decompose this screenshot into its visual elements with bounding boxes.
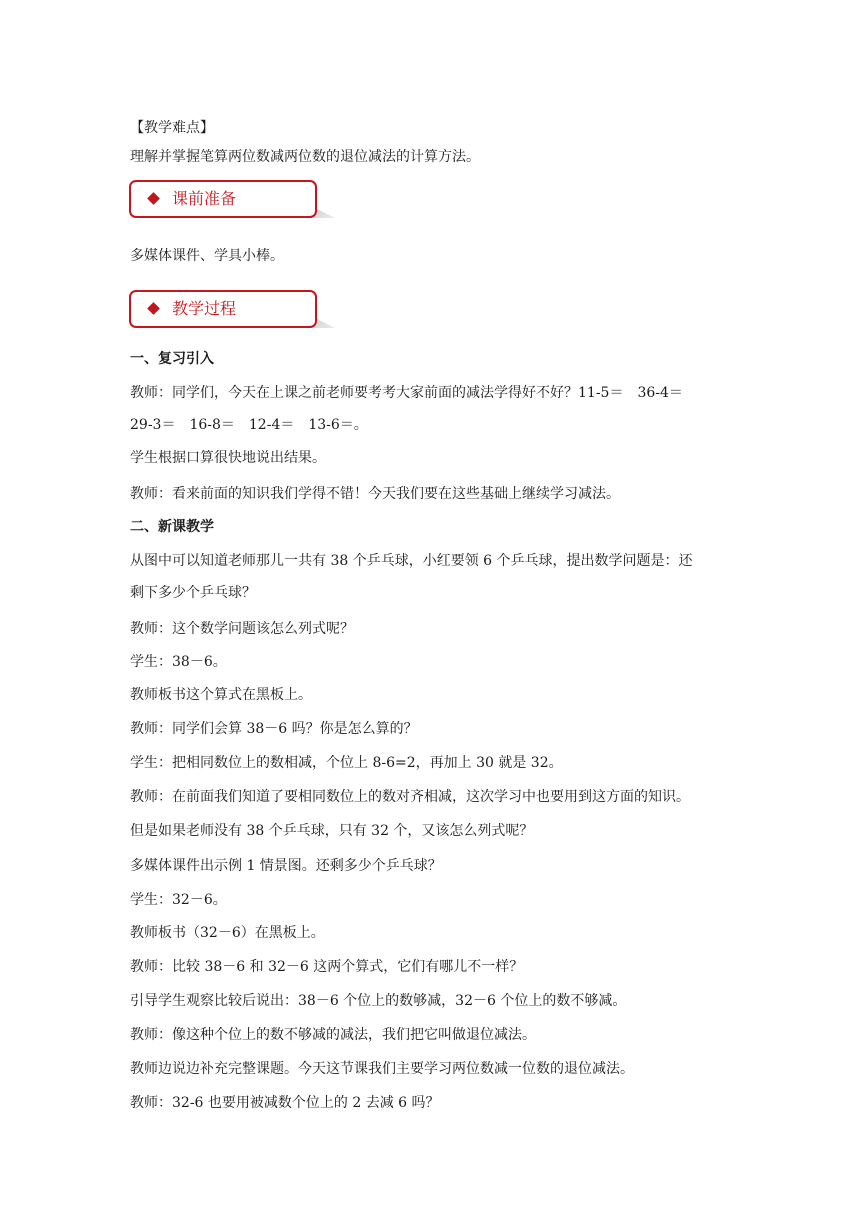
diamond-bullet-icon <box>147 302 160 315</box>
text-line: 教师：比较 38－6 和 32－6 这两个算式，它们有哪儿不一样？ <box>130 959 524 975</box>
text-line: 但是如果老师没有 38 个乒乓球，只有 32 个，又该怎么列式呢？ <box>130 823 534 839</box>
text-line: 学生：38－6。 <box>130 654 227 670</box>
text-line: 教师：像这种个位上的数不够减的减法，我们把它叫做退位减法。 <box>130 1027 536 1043</box>
section-process-banner <box>129 290 317 328</box>
text-line: 教师：同学们，今天在上课之前老师要考考大家前面的减法学得好不好？11-5＝ 36-4＝ <box>130 385 683 401</box>
section-process-title: 教学过程 <box>172 299 237 318</box>
section-prep-banner <box>129 180 317 218</box>
text-line: 教师：32-6 也要用被减数个位上的 2 去减 6 吗？ <box>130 1095 440 1111</box>
difficulty-text: 理解并掌握笔算两位数减两位数的退位减法的计算方法。 <box>130 149 480 165</box>
text-line: 教师边说边补充完整课题。今天这节课我们主要学习两位数减一位数的退位减法。 <box>130 1061 634 1077</box>
part1-heading: 一、复习引入 <box>130 351 214 367</box>
text-line: 剩下多少个乒乓球？ <box>130 585 256 601</box>
text-line: 教师：同学们会算 38－6 吗？你是怎么算的？ <box>130 721 418 737</box>
difficulty-heading: 【教学难点】 <box>130 120 214 136</box>
text-line: 教师：看来前面的知识我们学得不错！今天我们要在这些基础上继续学习减法。 <box>130 486 620 502</box>
text-line: 学生：32－6。 <box>130 892 227 908</box>
text-line: 教师板书这个算式在黑板上。 <box>130 687 312 703</box>
text-line: 学生：把相同数位上的数相减，个位上 8-6=2，再加上 30 就是 32。 <box>130 755 563 771</box>
text-line: 引导学生观察比较后说出：38－6 个位上的数够减，32－6 个位上的数不够减。 <box>130 993 627 1009</box>
text-line: 多媒体课件出示例 1 情景图。还剩多少个乒乓球？ <box>130 858 442 874</box>
diamond-bullet-icon <box>147 192 160 205</box>
text-line: 学生根据口算很快地说出结果。 <box>130 450 326 466</box>
text-line: 教师：这个数学问题该怎么列式呢？ <box>130 621 354 637</box>
text-line: 29-3＝ 16-8＝ 12-4＝ 13-6＝。 <box>130 417 368 433</box>
text-line: 教师：在前面我们知道了要相同数位上的数对齐相减，这次学习中也要用到这方面的知识。 <box>130 789 690 805</box>
text-line: 教师板书（32－6）在黑板上。 <box>130 925 325 941</box>
section-prep-title: 课前准备 <box>172 189 237 208</box>
prep-text: 多媒体课件、学具小棒。 <box>130 248 284 264</box>
part2-heading: 二、新课教学 <box>130 519 214 535</box>
text-line: 从图中可以知道老师那儿一共有 38 个乒乓球，小红要领 6 个乒乓球，提出数学问题是：还 <box>130 553 693 569</box>
